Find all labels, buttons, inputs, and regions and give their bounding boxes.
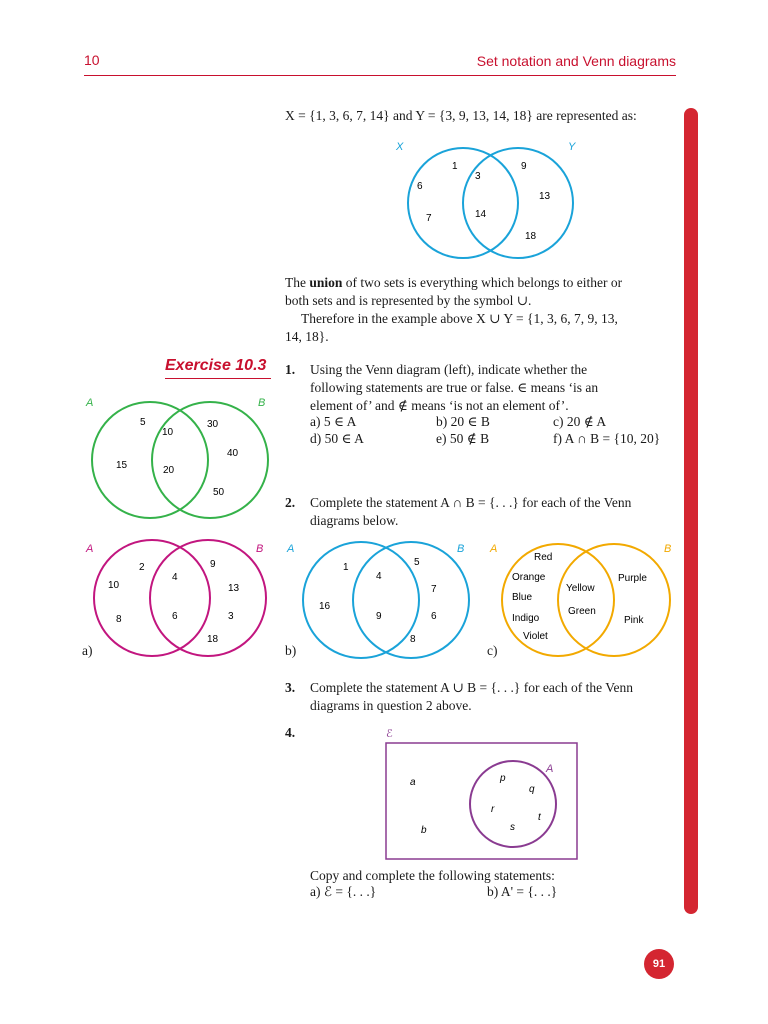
venn-element: Violet xyxy=(523,631,548,642)
q1-option-d: d) 50 ∈ A xyxy=(310,431,364,446)
venn-element: Red xyxy=(534,552,553,563)
venn-element: 5 xyxy=(140,417,146,428)
q4-option-b: b) A' = {. . .} xyxy=(487,884,558,899)
venn-circle-a xyxy=(470,761,556,847)
venn-element: 10 xyxy=(162,427,174,438)
q1-number: 1. xyxy=(285,362,296,377)
q3-number: 3. xyxy=(285,680,296,695)
union-paragraph: The union of two sets is everything which belongs to either or both sets and is represented by the symbol ∪. Therefore in the example above X ∪ Y = {1, 3, 6, 7, 9, 13, 14, 18}. xyxy=(285,275,623,344)
intro-line: X = {1, 3, 6, 7, 14} and Y = {3, 9, 13, 14, 18} are represented as: xyxy=(285,108,637,123)
venn-element: 13 xyxy=(539,191,551,202)
venn-element: 4 xyxy=(376,571,382,582)
venn-element: Purple xyxy=(618,573,647,584)
q3-text: Complete the statement A ∪ B = {. . .} for each of the Venn diagrams in question 2 above. xyxy=(310,680,633,713)
exercise-title: Exercise 10.3 xyxy=(165,357,267,374)
venn-element: q xyxy=(529,784,535,795)
venn-element: Indigo xyxy=(512,613,540,624)
q4-option-a: a) ℰ = {. . .} xyxy=(310,884,377,899)
venn-element: Orange xyxy=(512,572,546,583)
venn-element: 2 xyxy=(139,562,145,573)
venn-2c-caption: c) xyxy=(487,643,498,658)
q4-text: Copy and complete the following statements: xyxy=(310,868,555,883)
venn-element: 18 xyxy=(525,231,537,242)
venn-element: 7 xyxy=(426,213,432,224)
q1-text: Using the Venn diagram (left), indicate whether the following statements are true or false. ∈ means ‘is an element of’ and ∉ means ‘is not an element of’. xyxy=(310,362,599,413)
venn-element: 6 xyxy=(172,611,178,622)
venn-element: 1 xyxy=(452,161,458,172)
side-bar xyxy=(684,108,698,914)
venn-element: 14 xyxy=(475,209,487,220)
venn-xy-label-x: X xyxy=(396,141,404,153)
venn-element: 5 xyxy=(414,557,420,568)
q4-number: 4. xyxy=(285,725,296,740)
venn-xy xyxy=(380,132,600,268)
q1-option-a: a) 5 ∈ A xyxy=(310,414,357,429)
page-number-badge: 91 xyxy=(644,949,674,979)
venn-2b xyxy=(285,538,485,662)
venn-element: 6 xyxy=(431,611,437,622)
venn-element: Yellow xyxy=(566,583,595,594)
venn-2b-label-a: A xyxy=(287,543,295,555)
venn-element: 8 xyxy=(410,634,416,645)
q2-text: Complete the statement A ∩ B = {. . .} for each of the Venn diagrams below. xyxy=(310,495,632,528)
venn-q1 xyxy=(82,392,282,522)
venn-2b-caption: b) xyxy=(285,643,297,658)
union-term: union xyxy=(309,275,343,290)
q1-option-b: b) 20 ∈ B xyxy=(436,414,490,429)
venn-2c-label-a: A xyxy=(490,543,498,555)
venn-element: 1 xyxy=(343,562,349,573)
venn-element: 15 xyxy=(116,460,128,471)
exercise-rule xyxy=(165,378,271,379)
venn-element: p xyxy=(500,773,506,784)
venn-2a-label-a: A xyxy=(86,543,94,555)
venn-element: 50 xyxy=(213,487,225,498)
venn-element: 9 xyxy=(521,161,527,172)
venn-2c-label-b: B xyxy=(664,543,672,555)
venn-element: 13 xyxy=(228,583,240,594)
venn-element: t xyxy=(538,812,541,823)
venn-element: 30 xyxy=(207,419,219,430)
venn-element: s xyxy=(510,822,515,833)
venn-element: 9 xyxy=(210,559,216,570)
venn-element: 20 xyxy=(163,465,175,476)
venn-2a-label-b: B xyxy=(256,543,264,555)
header-rule xyxy=(84,75,676,76)
universal-set-symbol: ℰ xyxy=(386,728,393,740)
venn-circle-a xyxy=(92,402,208,518)
venn-q1-label-b: B xyxy=(258,397,266,409)
q2-number: 2. xyxy=(285,495,296,510)
venn-2b-label-b: B xyxy=(457,543,465,555)
venn-element: 18 xyxy=(207,634,219,645)
chapter-number: 10 xyxy=(84,52,100,68)
venn-element: Blue xyxy=(512,592,533,603)
venn-circle-a xyxy=(94,540,210,656)
venn-element: 8 xyxy=(116,614,122,625)
venn-element: Green xyxy=(568,606,596,617)
chapter-title: Set notation and Venn diagrams xyxy=(476,53,676,69)
venn-2a xyxy=(84,538,274,662)
venn-element: 9 xyxy=(376,611,382,622)
venn-element: 7 xyxy=(431,584,437,595)
venn-element: a xyxy=(410,777,416,788)
venn-2c xyxy=(488,538,680,662)
venn-element: 4 xyxy=(172,572,178,583)
venn-q1-label-a: A xyxy=(86,397,94,409)
venn-element: 6 xyxy=(417,181,423,192)
venn-circle-a xyxy=(303,542,419,658)
venn-2a-caption: a) xyxy=(82,643,93,658)
venn-element: 3 xyxy=(475,171,481,182)
venn-element: 10 xyxy=(108,580,120,591)
venn-element: 3 xyxy=(228,611,234,622)
venn-q4 xyxy=(382,726,582,864)
q1-option-c: c) 20 ∉ A xyxy=(553,414,607,429)
venn-element: r xyxy=(491,804,495,815)
q1-option-e: e) 50 ∉ B xyxy=(436,431,490,446)
venn-q4-label-a: A xyxy=(546,763,554,775)
q1-option-f: f) A ∩ B = {10, 20} xyxy=(553,431,661,446)
venn-element: Pink xyxy=(624,615,644,626)
venn-element: 40 xyxy=(227,448,239,459)
venn-element: b xyxy=(421,825,427,836)
universal-set-box xyxy=(386,743,577,859)
venn-xy-label-y: Y xyxy=(568,141,576,153)
venn-element: 16 xyxy=(319,601,331,612)
